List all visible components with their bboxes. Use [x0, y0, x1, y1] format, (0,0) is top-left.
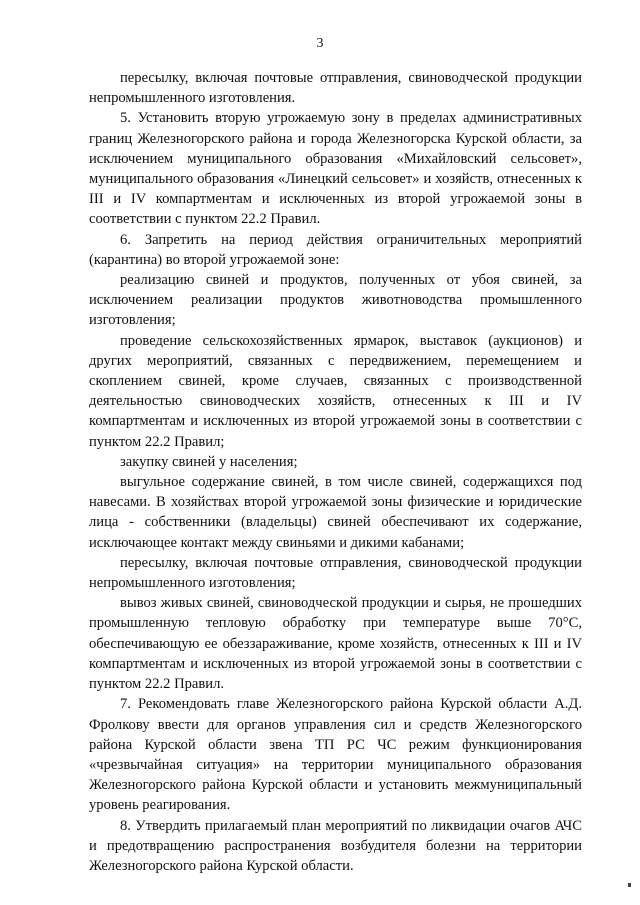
paragraph-restriction-export: вывоз живых свиней, свиноводческой продукции и сырья, не прошедших промышленную тепловую обработку при температуре выше 70°С, обеспечивающую ее обеззараживание, кроме хозяйств, отнесенных к III и IV компартментам и исключенных из второй угрожаемой зоны в соответствии с пунктом 22.2 Правил.: [89, 595, 582, 693]
paragraph-item-5: 5. Установить вторую угрожаемую зону в пределах административных границ Железногорского района и города Железногорска Курской области, за исключением муниципального образования «Михайловский сельсовет», муниципального образования «Линецкий сельсовет» и хозяйств, отнесенных к III и IV компартментам и исключенных из второй угрожаемой зоны в соответствии с пунктом 22.2 Правил.: [89, 110, 582, 228]
paragraph-item-7: 7. Рекомендовать главе Железногорского района Курской области А.Д. Фролкову ввести для органов управления сил и средств Железногорского района Курской области звена ТП РС ЧС режим функционирования «чрезвычайная ситуация» на территории муниципального образования Железногорского района Курской области и установить межмуниципальный уровень реагирования.: [89, 696, 582, 814]
paragraph-restriction-sale: реализацию свиней и продуктов, полученных от убоя свиней, за исключением реализации продуктов животноводства промышленного изготовления;: [89, 272, 582, 329]
document-body: [89, 68, 582, 876]
paragraph-restriction-purchase: закупку свиней у населения;: [120, 453, 298, 470]
paragraph-restriction-fairs: проведение сельскохозяйственных ярмарок, выставок (аукционов) и других мероприятий, связанных с передвижением, перемещением и скоплением свиней, кроме случаев, связанных с производственной деятельностью свиноводческих хозяйств, отнесенных к III и IV компартментам и исключенных из второй угрожаемой зоны в соответствии с пунктом 22.2 Правил;: [89, 332, 582, 450]
paragraph-item-8: 8. Утвердить прилагаемый план мероприятий по ликвидации очагов АЧС и предотвращению распространения возбудителя болезни на территории Железногорского района Курской области.: [89, 817, 582, 874]
paragraph-item-6: 6. Запретить на период действия ограничительных мероприятий (карантина) во второй угрожаемой зоне:: [89, 231, 582, 268]
paragraph-restriction-free-range: выгульное содержание свиней, в том числе свиней, содержащихся под навесами. В хозяйствах второй угрожаемой зоны физические и юридические лица - собственники (владельцы) свиней обеспечивают их содержание, исключающее контакт между свиньями и дикими кабанами;: [89, 474, 582, 551]
paragraph-restriction-shipping: пересылку, включая почтовые отправления, свиноводческой продукции непромышленного изготовления;: [89, 554, 582, 592]
page-number: 3: [316, 36, 324, 51]
paragraph-continuation: пересылку, включая почтовые отправления, свиноводческой продукции непромышленного изготовления.: [89, 70, 582, 107]
scan-artifact: [628, 883, 631, 887]
